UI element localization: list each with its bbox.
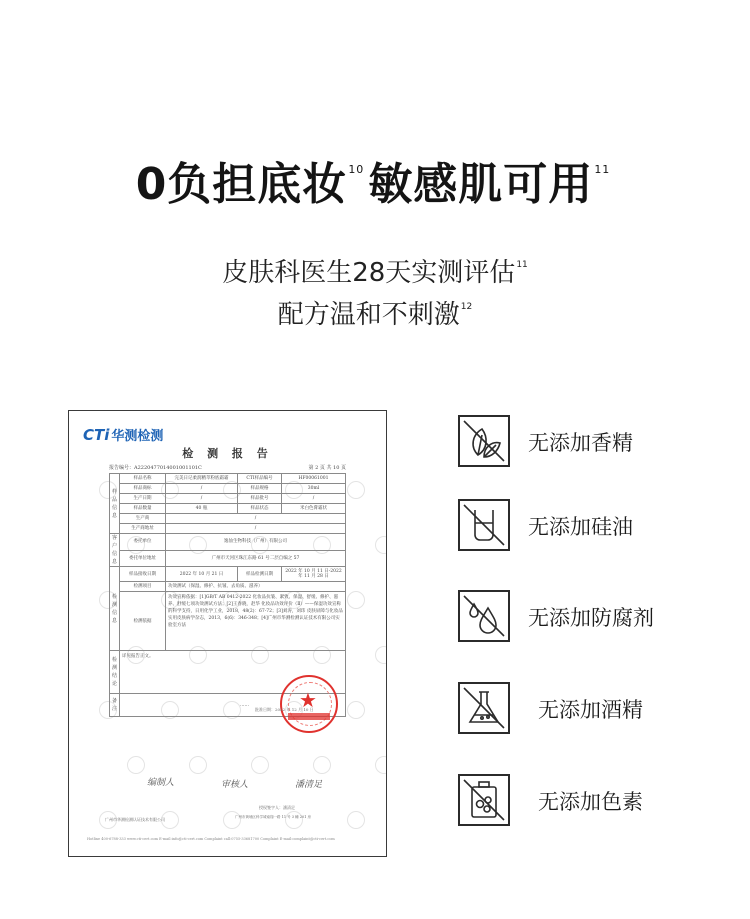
cell: HF00061001 (282, 474, 346, 484)
cell: 功效宣称依据：[1]GB/T AB 0412-2022 化妆品抗皱、紧致、保湿、舒缓、修护、滋养、舒缓七项功效测试方法；[2]王春晓，赵华 化妆品功效评价（Ⅱ）——保湿功效宣称的科学支持，日用化学工业，2018，48(2)：67-72；[3]刘涛，刘玮 皮肤屏障与化妆品 实用皮肤病学杂志，2013，6(6)：346-348；[4]广州市华测检测认证技术有限公司实验室方法 (166, 592, 346, 651)
report-title: 检 测 报 告 (182, 447, 273, 460)
cell: 40 瓶 (166, 504, 238, 514)
table-row (110, 550, 346, 567)
signature-2: 审核人 (221, 780, 249, 790)
issuer-address: 广州市黄埔区科学城南翔一路 11 号 3 幢 201 房 (235, 815, 312, 819)
cell: / (166, 514, 346, 524)
signature-3: 潘清足 (295, 780, 323, 790)
cell: 样品检测日期 (238, 567, 282, 582)
table-row (110, 514, 346, 524)
stamp-star-icon: ★ (299, 688, 317, 712)
cell: 样品名称 (120, 474, 166, 484)
headline (0, 148, 750, 212)
subline-2-sup: 12 (460, 302, 473, 312)
cell: 样品规格 (238, 484, 282, 494)
cell: 2022 年 10 月 11 日-2022 年 11 月 28 日 (282, 567, 346, 582)
cell: / (166, 524, 346, 534)
claim-no-alcohol (458, 682, 738, 738)
logo-cti: CTi (83, 426, 110, 444)
watermark-icon (313, 756, 331, 774)
jar-icon (458, 774, 510, 826)
cell: 逸仙生物科技（广州）有限公司 (166, 534, 346, 551)
cell: 生产商地址 (120, 524, 166, 534)
cell: 生产商 (120, 514, 166, 524)
claim-no-fragrance (458, 415, 738, 471)
headline-sup1: 10 (348, 163, 365, 176)
side-sample: 样品信息 (110, 474, 120, 534)
claim-label: 无添加色素 (538, 790, 643, 814)
claim-no-colorant (458, 774, 738, 830)
table-row (110, 504, 346, 514)
report-footer: Hotline 400-6788-333 www.cti-cert.com E-mail:info@cti-cert.com Complaint call:0755-33681700 Complaint E-mail:complaint@cti-cert.com (87, 837, 335, 841)
cell: …… (120, 694, 346, 717)
subline-2 (0, 294, 750, 331)
table-row (110, 567, 346, 582)
cell: 检测项目 (120, 582, 166, 592)
test-report (68, 410, 387, 857)
subline-1-text: 皮肤科医生28天实测评估 (222, 258, 516, 288)
issuer-company: 广州市华测检测认证技术有限公司 (105, 817, 165, 822)
cell: 生产日期 (120, 494, 166, 504)
cell: 委托单位地址 (120, 550, 166, 567)
watermark-icon (127, 756, 145, 774)
cell: CTI样品编号 (238, 474, 282, 484)
watermark-icon (285, 811, 303, 829)
official-stamp (280, 675, 338, 733)
watermark-icon (375, 646, 387, 664)
claim-label: 无添加硅油 (528, 515, 633, 539)
table-row (110, 582, 346, 592)
approver: 授权签字人：潘清足 (259, 805, 295, 810)
subline-1 (0, 252, 750, 289)
claim-no-preservative (458, 590, 738, 646)
watermark-icon (375, 536, 387, 554)
cell: 功效测试（保湿、修护、抗皱、去角质、滋养） (166, 582, 346, 592)
subline-2-text: 配方温和不刺激 (277, 300, 460, 330)
table-row (110, 474, 346, 484)
watermark-icon (347, 591, 365, 609)
table-row (110, 494, 346, 504)
cell: / (282, 494, 346, 504)
headline-tail: 敏感肌可用 (368, 159, 594, 210)
watermark-icon (347, 701, 365, 719)
watermark-icon (347, 481, 365, 499)
claim-label: 无添加酒精 (538, 698, 643, 722)
cell: 2022 年 10 月 21 日 (166, 567, 238, 582)
table-row (110, 534, 346, 551)
claim-no-silicone (458, 499, 738, 555)
watermark-icon (375, 756, 387, 774)
headline-sup2: 11 (594, 163, 611, 176)
cell: 委托单位 (120, 534, 166, 551)
watermark-icon (223, 811, 241, 829)
cell: / (166, 494, 238, 504)
claim-label: 无添加防腐剂 (528, 606, 654, 630)
side-note: 备注 (110, 694, 120, 717)
report-page: 第 2 页 共 10 页 (308, 465, 346, 471)
subline-1-sup: 11 (516, 260, 528, 270)
side-method: 检测信息 (110, 567, 120, 651)
logo-cn: 华测检测 (111, 429, 164, 444)
table-row (110, 484, 346, 494)
cell: 30ml (282, 484, 346, 494)
side-conclusion: 检测结论 (110, 651, 120, 694)
table-row (110, 524, 346, 534)
signature-1: 编制人 (147, 778, 175, 788)
report-number: 报告编号：A2220477014001001101C (109, 465, 202, 471)
watermark-icon (189, 756, 207, 774)
drops-icon (458, 590, 510, 642)
cell: 样品批号 (238, 494, 282, 504)
cell: / (166, 484, 238, 494)
headline-main: 0负担底妆 (135, 159, 348, 210)
cti-logo (83, 425, 163, 444)
cell: 样品接收日期 (120, 567, 166, 582)
watermark-icon (347, 811, 365, 829)
side-client: 客户信息 (110, 534, 120, 567)
cell: 样品状态 (238, 504, 282, 514)
cell: 米白色膏霜状 (282, 504, 346, 514)
claim-label: 无添加香精 (528, 431, 633, 455)
table-row (110, 592, 346, 651)
cell: 完美日记柔润精萃粉底霜霜 (166, 474, 238, 484)
cell: 检测依据 (120, 592, 166, 651)
cell: 广州市天河区珠江东路 61 号二层自编之 57 (166, 550, 346, 567)
flask-icon (458, 682, 510, 734)
stamp-band (288, 713, 330, 720)
cell: 样品商标 (120, 484, 166, 494)
cell: 详见报告正文。 (120, 651, 346, 694)
leaf-icon (458, 415, 510, 467)
stamp-date: 批准日期：2022 年 12 月 10 日 (255, 707, 314, 712)
watermark-icon (251, 756, 269, 774)
cup-icon (458, 499, 510, 551)
cell: 样品数量 (120, 504, 166, 514)
